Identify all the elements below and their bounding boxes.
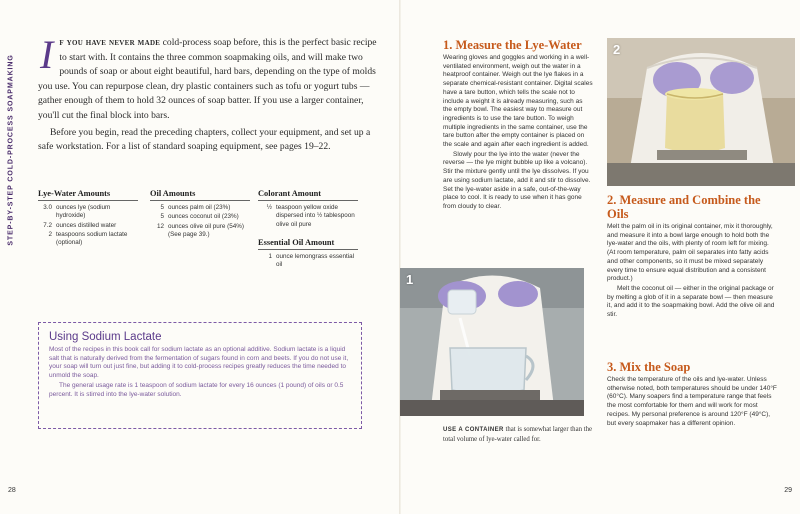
step-3-paragraph-1: Check the temperature of the oils and lye-water. Unless otherwise noted, both temperatures should be under 140°F (60°C). Many soapers find a temperature range that feels the most comfortable for them and will work for most recipes. My personal preference is around 120°F (49°C), but every soapmaker has a different opinion. <box>607 376 777 427</box>
ingredient-desc: ounces olive oil pure (54%) (See page 39.) <box>168 222 244 238</box>
side-tab <box>0 0 22 514</box>
step-1-section <box>443 38 593 213</box>
lye-water-title: Lye-Water Amounts <box>38 190 138 201</box>
page-number-left: 28 <box>8 487 16 494</box>
ingredient-desc: ounces lye (sodium hydroxide) <box>56 204 111 220</box>
photo-2-illustration <box>607 38 795 186</box>
ingredient-desc: teaspoon yellow oxide dispersed into ½ tablespoon olive oil pure <box>276 204 355 228</box>
ingredient-row <box>258 204 358 229</box>
step-2-paragraph-2: Melt the coconut oil — either in the original package or by melting a glob of it in a separate bowl — then measure it, and add it to the soapmaking bowl. Add the olive oil and stir. <box>607 284 775 319</box>
photo-melting-oils <box>607 38 795 186</box>
drop-cap: I <box>40 32 54 77</box>
ingredient-desc: ounces distilled water <box>56 221 117 229</box>
oil-amounts <box>150 190 250 240</box>
ingredient-qty: 7.2 <box>43 221 52 229</box>
ingredient-row <box>38 204 138 220</box>
colorant-amount <box>258 190 358 230</box>
ingredient-row <box>38 222 138 230</box>
ingredient-qty: 12 <box>156 222 164 230</box>
step-1-paragraph-1: Wearing gloves and goggles and working in a well-ventilated environment, weigh out the water in a heatproof container. Weigh out the lye flakes in a separate chemical-resistant container. Digital scales have a tare button, which tells the scale not to include a weight it is already measuring, such as the empty bowl. The easiest way to measure out ingredients is to use the tare button. To weigh multiple ingredients in the same container, use the tare button after the empty container is placed on the scale and again after each ingredient is added. <box>443 54 593 149</box>
step-3-section <box>607 360 777 429</box>
ingredient-desc: ounce lemongrass essential oil <box>276 253 355 269</box>
ingredient-row <box>258 253 358 269</box>
step-2-heading: 2. Measure and Combine the Oils <box>607 193 761 221</box>
caption-text: that is somewhat larger than the total volume of lye-water called for. <box>443 426 592 443</box>
ingredient-row <box>150 213 250 221</box>
sidebar-paragraph-1: Most of the recipes in this book call for sodium lactate as an optional additive. Sodium lactate is a liquid salt that is naturally derived from the fermentation of sugars found in corn and beets. If you do not use it, your soap will turn out just fine, but adding it to cold-process recipes greatly reduces the time needed to unmold the soap. <box>49 346 349 379</box>
caption-bold: USE A CONTAINER <box>443 427 504 433</box>
sodium-lactate-sidebar <box>38 322 362 429</box>
colorant-title: Colorant Amount <box>258 190 358 201</box>
ingredient-desc: teaspoons sodium lactate (optional) <box>56 230 128 247</box>
photo-2-number: 2 <box>613 42 621 57</box>
ingredient-row <box>150 223 250 239</box>
ingredient-qty: 2 <box>48 230 52 238</box>
essential-oil-amount <box>258 239 358 271</box>
intro-lead: f you have never made <box>59 37 161 48</box>
ingredient-row <box>150 204 250 212</box>
intro-paragraph-2: Before you begin, read the preceding chapters, collect your equipment, and set up a safe workstation. For a list of standard soaping equipment, see pages 19–22. <box>38 126 371 153</box>
photo-1-number: 1 <box>406 272 414 287</box>
step-2-section <box>607 193 777 321</box>
oil-title: Oil Amounts <box>150 190 250 201</box>
photo-caption <box>443 425 593 444</box>
step-2-paragraph-1: Melt the palm oil in its original container, mix it thoroughly, and measure it into a bowl large enough to hold both the lye-water and the oils, with plenty of room left for mixing. (At room temperature, palm oil separates into fatty acids and other components, so it must be mixed separately every time to ensure equal distribution and a consistent product.) <box>607 223 773 283</box>
essential-oil-title: Essential Oil Amount <box>258 239 358 250</box>
ingredient-desc: ounces coconut oil (23%) <box>168 213 239 221</box>
intro-paragraph-1 <box>38 32 378 124</box>
ingredient-qty: ½ <box>266 204 272 212</box>
ingredient-qty: 3.0 <box>43 204 52 212</box>
intro-p1-rest: cold-process soap before, this is the perfect basic recipe to start with. It contains the three common soapmaking oils, and will make two pounds of soap or about eight beautiful, hard bars, depending on the type of molds you use. You can repurpose clean, dry plastic containers such as tofu or yogurt tubs — gather enough of them to hold 32 ounces of soap batter. If you use a larger container, you'll cut the final block into bars. <box>38 37 377 121</box>
step-1-heading: 1. Measure the Lye-Water <box>443 38 582 52</box>
step-1-paragraph-2: Slowly pour the lye into the water (never the reverse — the lye might bubble up like a volcano). Stir the mixture gently until the lye dissolves. If you are using sodium lactate, add it and stir to dissolve. Set the lye-water aside in a safe, out-of-the-way place to cool. It is ready to use when it has gone from cloudy to clear. <box>443 150 591 210</box>
page-number-right: 29 <box>784 487 792 494</box>
ingredient-qty: 5 <box>160 204 164 212</box>
ingredient-row <box>38 231 138 247</box>
sidebar-title: Using Sodium Lactate <box>49 331 162 343</box>
lye-water-amounts <box>38 190 138 248</box>
ingredient-qty: 5 <box>160 213 164 221</box>
photo-1-illustration <box>400 268 584 416</box>
intro-text <box>38 32 378 157</box>
ingredient-desc: ounces palm oil (23%) <box>168 204 231 212</box>
side-tab-text: STEP-BY-STEP COLD-PROCESS SOAPMAKING <box>7 54 15 246</box>
photo-pouring-lye <box>400 268 584 416</box>
sidebar-paragraph-2: The general usage rate is 1 teaspoon of sodium lactate for every 16 ounces (1 pound) of oils or 0.5 percent. It is stirred into the lye-water solution. <box>49 382 344 398</box>
ingredient-qty: 1 <box>268 253 272 261</box>
step-3-heading: 3. Mix the Soap <box>607 360 691 374</box>
